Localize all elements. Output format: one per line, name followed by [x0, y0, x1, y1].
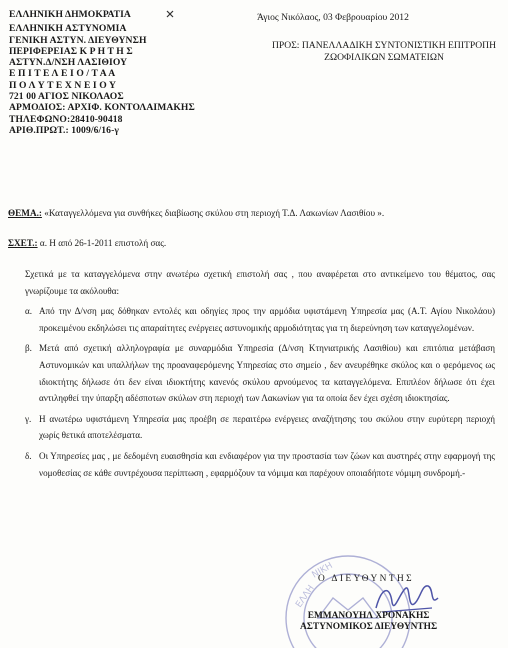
intro-paragraph: Σχετικά με τα καταγγελόμενα στην ανωτέρω σχετική επιστολή σας , που αναφέρεται στο αντικείμενο του θέματος, σας γνωρίζουμε τα ακόλουθα:: [25, 269, 495, 296]
issuer-phone: ΤΗΛΕΦΩΝΟ:28410-90418: [9, 113, 123, 125]
signatory-name: ΕΜΜΑΝΟΥΗΛ ΧΡΟΝΑΚΗΣ: [307, 611, 430, 621]
list-item: [25, 448, 495, 481]
issuer-force: ΕΛΛΗΝΙΚΗ ΑΣΤΥΝΟΜΙΑ: [9, 23, 127, 35]
issuer-region: ΠΕΡΙΦΕΡΕΙΑΣ Κ Ρ Η Τ Η Σ: [9, 45, 133, 57]
item-marker: γ.: [25, 413, 32, 424]
issuer-officer: ΑΡΜΟΔΙΟΣ: ΑΡΧΙΦ. ΚΟΝΤΟΛΑΙΜΑΚΗΣ: [9, 102, 195, 114]
reference-label: ΣΧΕΤ.:: [8, 238, 38, 248]
recipient-block: [272, 40, 496, 63]
issuer-block: [9, 9, 195, 136]
list-item: [25, 303, 495, 336]
signatory-title: Ο ΔΙΕΥΘΥΝΤΗΣ: [318, 574, 415, 584]
item-text: Μετά από σχετική αλληλογραφία με συναρμόδια Υπηρεσία (Δ/νση Κτηνιατρικής Λασιθίου) και επιτόπια μετάβαση Αστυνομικών και υπαλλήλων της προαναφερόμενης Υπηρεσίας στο σημείο , δεν ανευρέθηκε σκύλος και ο φερόμενος ως ιδιοκτήτης δήλωσε ότι δεν είναι ιδιοκτήτης κανενός σκύλου αρνούμενος τα καταγγελόμενα. Επιπλέον δήλωσε ότι έχει αντιληφθεί την ύπαρξη αδέσποτων σκύλων στη περιοχή των Λακωνίων για τα οποία δεν έχει σχέση ιδιοκτησίας.: [39, 343, 495, 404]
item-marker: δ.: [25, 450, 32, 461]
recipient-line: [272, 40, 496, 52]
reference-text: α. Η από 26-1-2011 επιστολή σας.: [39, 238, 167, 248]
recipient-name: ΠΑΝΕΛΛΑΔΙΚΗ ΣΥΝΤΟΝΙΣΤΙΚΗ ΕΠΙΤΡΟΠΗ: [301, 40, 497, 51]
item-marker: β.: [25, 343, 32, 354]
item-text: Από την Δ/νση μας δόθηκαν εντολές και οδηγίες προς την αρμόδια υφιστάμενη Υπηρεσία μας (Α.Τ. Αγίου Νικολάου) προκειμένου εκδηλώσει τις απαραίτητες ενέργειες αστυνομικής αρμοδιότητας για τη διερεύνηση των καταγγελομένων.: [39, 306, 495, 333]
subject-label: ΘΕΜΑ.:: [8, 208, 42, 218]
signatory-rank: ΑΣΤΥΝΟΜΙΚΟΣ ΔΙΕΥΘΥΝΤΗΣ: [300, 622, 438, 632]
item-text: Η ανωτέρω υφιστάμενη Υπηρεσία μας προέβη σε περαιτέρω ενέργειες αναζήτησης του σκύλου στην ευρύτερη περιοχή χωρίς θετικά αποτελέσματα.: [39, 413, 495, 441]
issuer-directorate: ΑΣΤΥΝ.Δ/ΝΣΗ ΛΑΣΙΘΙΟΥ: [9, 57, 128, 69]
cross-emblem-icon: [165, 9, 175, 19]
recipient-label: ΠΡΟΣ:: [272, 40, 300, 51]
signatory-block: [300, 611, 437, 633]
reference-line: [8, 238, 166, 248]
protocol-number: ΑΡΙΘ.ΠΡΩΤ.: 1009/6/16-γ: [9, 124, 119, 136]
list-item: [25, 340, 495, 406]
issuer-department: Ε Π Ι Τ Ε Λ Ε Ι Ο / Τ Α Α: [9, 68, 116, 80]
recipient-name-line2: ΖΩΟΦΙΛΙΚΩΝ ΣΩΜΑΤΕΙΩΝ: [324, 51, 444, 63]
issuer-postcode: 721 00 ΑΓΙΟΣ ΝΙΚΟΛΑΟΣ: [9, 91, 124, 103]
issuer-street: Π Ο Λ Υ Τ Ε Χ Ν Ε Ι Ο Υ: [9, 79, 117, 91]
svg-text:ΝΙΚΗ: ΝΙΚΗ: [310, 560, 335, 581]
issuer-country: ΕΛΛΗΝΙΚΗ ΔΗΜΟΚΡΑΤΙΑ: [9, 9, 131, 20]
svg-text:ΕΛΛΗ: ΕΛΛΗ: [294, 583, 317, 610]
item-text: Οι Υπηρεσίες μας , με δεδομένη ευαισθησία και ενδιαφέρον για την προστασία των ζώων και αυστηρές στην εφαρμογή της νομοθεσίας σε κάθε συντρέχουσα περίπτωση , εφαρμόζουν τα νόμιμα και παρέχουν οποιαδήποτε νόμιμη συνδρομή.-: [39, 450, 495, 478]
issuer-general-directorate: ΓΕΝΙΚΗ ΑΣΤΥΝ. ΔΙΕΥΘΥΝΣΗ: [9, 34, 147, 46]
item-marker: α.: [25, 306, 33, 317]
subject-text: «Καταγγελλόμενα για συνθήκες διαβίωσης σκύλου στη περιοχή Τ.Δ. Λακωνίων Λασιθίου ».: [44, 208, 385, 218]
list-item: [25, 411, 495, 444]
subject-line: [8, 208, 384, 218]
document-date: Άγιος Νικόλαος, 03 Φεβρουαρίου 2012: [257, 12, 409, 23]
letter-body: [25, 266, 495, 481]
